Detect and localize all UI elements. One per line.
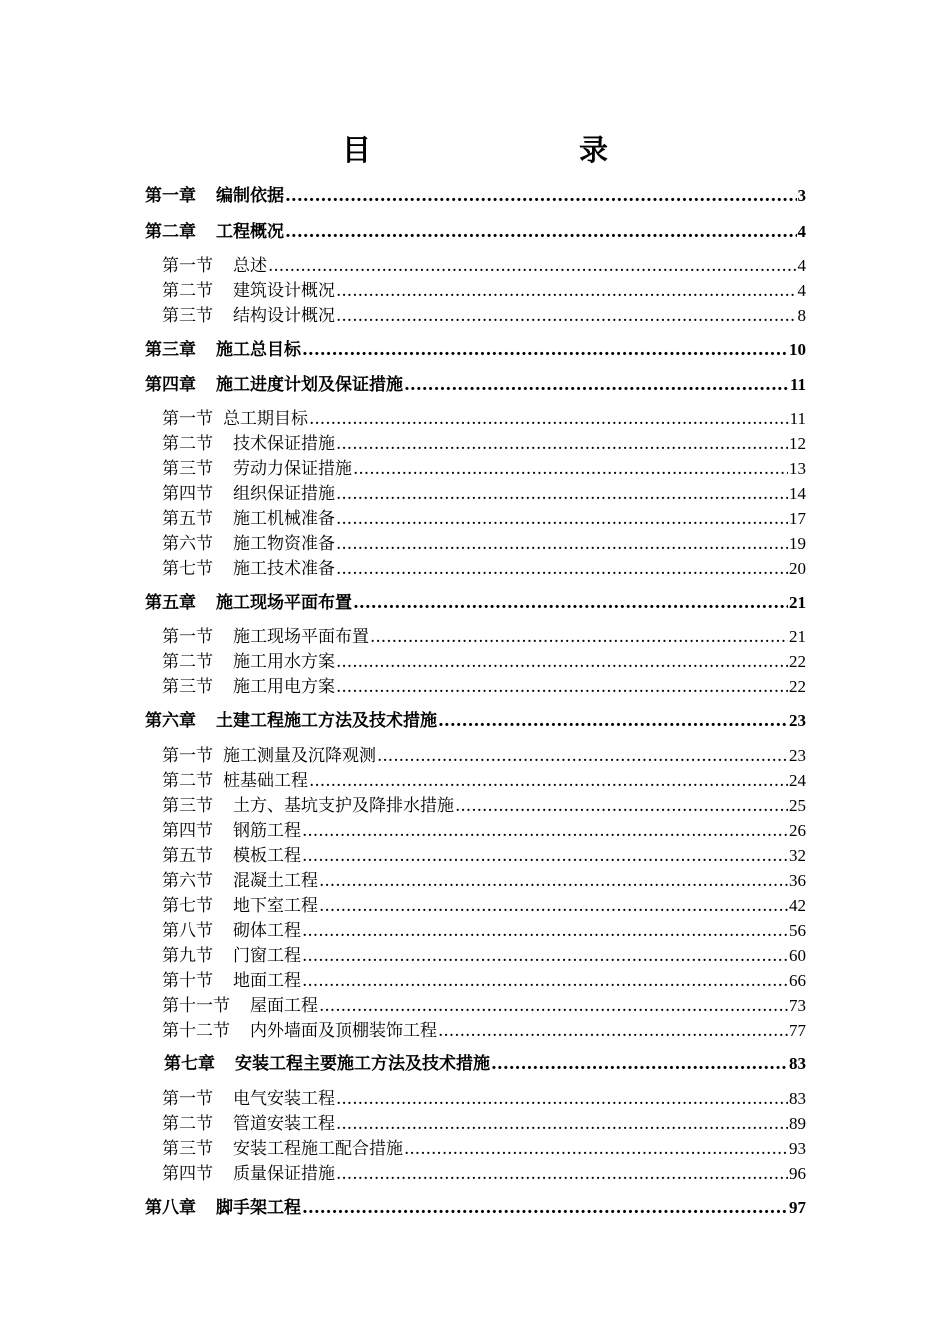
toc-dot-leader xyxy=(404,1137,788,1161)
toc-entry-number: 第三节 xyxy=(162,677,213,697)
toc-section-entry[interactable] xyxy=(162,407,806,431)
toc-entry-title: 施工进度计划及保证措施 xyxy=(216,375,403,395)
toc-dot-leader xyxy=(336,279,797,303)
toc-dot-leader xyxy=(377,744,788,768)
toc-page-number: 22 xyxy=(789,677,806,696)
toc-dot-leader xyxy=(319,994,788,1018)
toc-page-number: 17 xyxy=(789,509,806,528)
toc-dot-leader xyxy=(336,482,788,506)
toc-entry-number: 第九节 xyxy=(162,946,213,966)
toc-dot-leader xyxy=(336,1162,788,1186)
toc-page-number: 10 xyxy=(789,340,806,359)
toc-dot-leader xyxy=(336,432,788,456)
toc-dot-leader xyxy=(285,184,797,208)
toc-chapter-entry[interactable] xyxy=(145,591,806,615)
toc-entry-title: 脚手架工程 xyxy=(216,1198,301,1218)
toc-entry-number: 第六节 xyxy=(162,534,213,554)
toc-page-number: 11 xyxy=(789,409,806,428)
toc-entry-number: 第四节 xyxy=(162,1164,213,1184)
toc-entry-number: 第二节 xyxy=(162,771,213,791)
toc-page-number: 4 xyxy=(797,256,806,275)
toc-page-number: 4 xyxy=(797,281,806,300)
toc-page-number: 42 xyxy=(789,896,806,915)
toc-chapter-entry[interactable] xyxy=(145,709,806,733)
toc-entry-title: 施工用电方案 xyxy=(233,677,335,697)
toc-entry-number: 第一节 xyxy=(162,256,213,276)
toc-entry-title: 质量保证措施 xyxy=(233,1164,335,1184)
toc-entry-number: 第四章 xyxy=(145,375,196,395)
toc-entry-title: 施工现场平面布置 xyxy=(233,627,369,647)
toc-entry-title: 总工期目标 xyxy=(223,409,308,429)
toc-dot-leader xyxy=(268,254,797,278)
toc-page-number: 77 xyxy=(789,1021,806,1040)
toc-dot-leader xyxy=(491,1052,788,1076)
toc-entry-title: 施工测量及沉降观测 xyxy=(223,746,376,766)
toc-entry-number: 第一节 xyxy=(162,1089,213,1109)
toc-page-number: 89 xyxy=(789,1114,806,1133)
toc-section-entry[interactable] xyxy=(162,1087,806,1111)
toc-page-number: 8 xyxy=(797,306,806,325)
toc-page-number: 73 xyxy=(789,996,806,1015)
toc-section-entry[interactable] xyxy=(162,794,806,818)
toc-chapter-entry[interactable] xyxy=(145,373,806,397)
toc-section-entry[interactable] xyxy=(162,844,806,868)
toc-page-number: 11 xyxy=(789,375,806,394)
toc-page-number: 20 xyxy=(789,559,806,578)
page-title: 目 录 xyxy=(341,133,658,167)
toc-section-entry[interactable] xyxy=(162,507,806,531)
toc-entry-title: 混凝土工程 xyxy=(233,871,318,891)
toc-page-number: 25 xyxy=(789,796,806,815)
toc-entry-number: 第十一节 xyxy=(162,996,230,1016)
toc-entry-number: 第六节 xyxy=(162,871,213,891)
toc-entry-number: 第七节 xyxy=(162,559,213,579)
toc-entry-title: 钢筋工程 xyxy=(233,821,301,841)
toc-entry-number: 第一章 xyxy=(145,186,196,206)
toc-dot-leader xyxy=(336,675,788,699)
toc-entry-number: 第二节 xyxy=(162,434,213,454)
toc-entry-number: 第八节 xyxy=(162,921,213,941)
toc-entry-title: 安装工程主要施工方法及技术措施 xyxy=(235,1054,490,1074)
toc-entry-title: 结构设计概况 xyxy=(233,306,335,326)
toc-dot-leader xyxy=(353,591,788,615)
toc-entry-number: 第七节 xyxy=(162,896,213,916)
toc-chapter-entry[interactable] xyxy=(145,338,806,362)
toc-entry-title: 土方、基坑支护及降排水措施 xyxy=(233,796,454,816)
toc-page-number: 21 xyxy=(789,593,806,612)
toc-chapter-entry[interactable] xyxy=(145,184,806,208)
toc-section-entry[interactable] xyxy=(162,969,806,993)
toc-page-number: 26 xyxy=(789,821,806,840)
toc-entry-number: 第三节 xyxy=(162,459,213,479)
toc-entry-number: 第五节 xyxy=(162,846,213,866)
toc-section-entry[interactable] xyxy=(162,457,806,481)
toc-chapter-entry[interactable] xyxy=(145,1196,806,1220)
toc-section-entry[interactable] xyxy=(162,944,806,968)
toc-page-number: 83 xyxy=(789,1054,806,1073)
toc-dot-leader xyxy=(336,650,788,674)
toc-dot-leader xyxy=(319,869,788,893)
toc-entry-title: 施工机械准备 xyxy=(233,509,335,529)
toc-section-entry[interactable] xyxy=(162,675,806,699)
toc-chapter-entry[interactable] xyxy=(145,220,806,244)
toc-dot-leader xyxy=(302,844,788,868)
toc-dot-leader xyxy=(309,769,788,793)
toc-section-entry[interactable] xyxy=(162,625,806,649)
toc-entry-number: 第二节 xyxy=(162,1114,213,1134)
toc-page-number: 60 xyxy=(789,946,806,965)
toc-dot-leader xyxy=(438,1019,788,1043)
toc-dot-leader xyxy=(302,819,788,843)
toc-section-entry[interactable] xyxy=(162,557,806,581)
toc-page-number: 96 xyxy=(789,1164,806,1183)
toc-section-entry[interactable] xyxy=(162,894,806,918)
toc-entry-title: 建筑设计概况 xyxy=(233,281,335,301)
toc-section-entry[interactable] xyxy=(162,1019,806,1043)
toc-section-entry[interactable] xyxy=(162,532,806,556)
toc-entry-title: 管道安装工程 xyxy=(233,1114,335,1134)
toc-page-number: 83 xyxy=(789,1089,806,1108)
toc-dot-leader xyxy=(302,919,788,943)
toc-entry-number: 第五章 xyxy=(145,593,196,613)
toc-dot-leader xyxy=(353,457,788,481)
toc-section-entry[interactable] xyxy=(162,482,806,506)
toc-dot-leader xyxy=(336,1087,788,1111)
toc-section-entry[interactable] xyxy=(162,304,806,328)
toc-entry-number: 第二节 xyxy=(162,652,213,672)
toc-entry-number: 第七章 xyxy=(164,1054,215,1074)
toc-page-number: 4 xyxy=(797,222,806,241)
toc-entry-title: 地下室工程 xyxy=(233,896,318,916)
toc-page-number: 32 xyxy=(789,846,806,865)
toc-entry-title: 门窗工程 xyxy=(233,946,301,966)
toc-dot-leader xyxy=(336,507,788,531)
toc-entry-title: 内外墙面及顶棚装饰工程 xyxy=(250,1021,437,1041)
toc-entry-title: 地面工程 xyxy=(233,971,301,991)
toc-dot-leader xyxy=(302,1196,788,1220)
toc-entry-number: 第一节 xyxy=(162,746,213,766)
toc-entry-title: 模板工程 xyxy=(233,846,301,866)
toc-entry-title: 安装工程施工配合措施 xyxy=(233,1139,403,1159)
toc-entry-number: 第一节 xyxy=(162,409,213,429)
toc-page-number: 22 xyxy=(789,652,806,671)
toc-page-number: 13 xyxy=(789,459,806,478)
toc-entry-title: 屋面工程 xyxy=(250,996,318,1016)
toc-page-number: 36 xyxy=(789,871,806,890)
toc-entry-title: 技术保证措施 xyxy=(233,434,335,454)
toc-chapter-entry[interactable] xyxy=(164,1052,806,1076)
toc-section-entry[interactable] xyxy=(162,279,806,303)
toc-entry-title: 砌体工程 xyxy=(233,921,301,941)
toc-section-entry[interactable] xyxy=(162,769,806,793)
toc-entry-number: 第四节 xyxy=(162,821,213,841)
toc-page-number: 97 xyxy=(789,1198,806,1217)
toc-entry-title: 施工用水方案 xyxy=(233,652,335,672)
toc-page-number: 14 xyxy=(789,484,806,503)
toc-section-entry[interactable] xyxy=(162,650,806,674)
toc-section-entry[interactable] xyxy=(162,432,806,456)
toc-page-number: 3 xyxy=(797,186,806,205)
toc-entry-number: 第三节 xyxy=(162,796,213,816)
toc-dot-leader xyxy=(336,557,788,581)
toc-entry-number: 第十节 xyxy=(162,971,213,991)
toc-entry-number: 第一节 xyxy=(162,627,213,647)
toc-entry-number: 第八章 xyxy=(145,1198,196,1218)
toc-dot-leader xyxy=(302,969,788,993)
toc-section-entry[interactable] xyxy=(162,994,806,1018)
toc-entry-title: 编制依据 xyxy=(216,186,284,206)
toc-dot-leader xyxy=(336,532,788,556)
toc-entry-title: 施工现场平面布置 xyxy=(216,593,352,613)
toc-dot-leader xyxy=(336,1112,788,1136)
toc-dot-leader xyxy=(455,794,788,818)
toc-entry-title: 桩基础工程 xyxy=(223,771,308,791)
toc-entry-number: 第三节 xyxy=(162,306,213,326)
toc-dot-leader xyxy=(336,304,797,328)
toc-entry-title: 组织保证措施 xyxy=(233,484,335,504)
toc-section-entry[interactable] xyxy=(162,869,806,893)
toc-entry-number: 第四节 xyxy=(162,484,213,504)
toc-dot-leader xyxy=(438,709,788,733)
toc-entry-title: 施工物资准备 xyxy=(233,534,335,554)
toc-section-entry[interactable] xyxy=(162,1112,806,1136)
toc-dot-leader xyxy=(302,944,788,968)
toc-entry-title: 土建工程施工方法及技术措施 xyxy=(216,711,437,731)
toc-dot-leader xyxy=(370,625,788,649)
toc-page-number: 93 xyxy=(789,1139,806,1158)
toc-section-entry[interactable] xyxy=(162,819,806,843)
toc-page-number: 66 xyxy=(789,971,806,990)
toc-entry-number: 第二章 xyxy=(145,222,196,242)
toc-dot-leader xyxy=(285,220,797,244)
toc-entry-title: 劳动力保证措施 xyxy=(233,459,352,479)
toc-entry-number: 第十二节 xyxy=(162,1021,230,1041)
toc-page-number: 24 xyxy=(789,771,806,790)
toc-section-entry[interactable] xyxy=(162,254,806,278)
toc-page-number: 23 xyxy=(789,746,806,765)
toc-dot-leader xyxy=(302,338,788,362)
toc-section-entry[interactable] xyxy=(162,919,806,943)
toc-entry-title: 工程概况 xyxy=(216,222,284,242)
toc-section-entry[interactable] xyxy=(162,1162,806,1186)
toc-section-entry[interactable] xyxy=(162,1137,806,1161)
toc-dot-leader xyxy=(319,894,788,918)
toc-entry-number: 第三章 xyxy=(145,340,196,360)
toc-page-number: 19 xyxy=(789,534,806,553)
toc-dot-leader xyxy=(309,407,789,431)
toc-entry-title: 施工技术准备 xyxy=(233,559,335,579)
toc-dot-leader xyxy=(404,373,789,397)
toc-page-number: 23 xyxy=(789,711,806,730)
toc-entry-title: 施工总目标 xyxy=(216,340,301,360)
toc-page-number: 21 xyxy=(789,627,806,646)
toc-entry-title: 电气安装工程 xyxy=(233,1089,335,1109)
toc-entry-number: 第六章 xyxy=(145,711,196,731)
toc-entry-number: 第三节 xyxy=(162,1139,213,1159)
toc-entry-number: 第五节 xyxy=(162,509,213,529)
toc-entry-number: 第二节 xyxy=(162,281,213,301)
toc-section-entry[interactable] xyxy=(162,744,806,768)
toc-entry-title: 总述 xyxy=(233,256,267,276)
toc-page-number: 56 xyxy=(789,921,806,940)
toc-page-number: 12 xyxy=(789,434,806,453)
